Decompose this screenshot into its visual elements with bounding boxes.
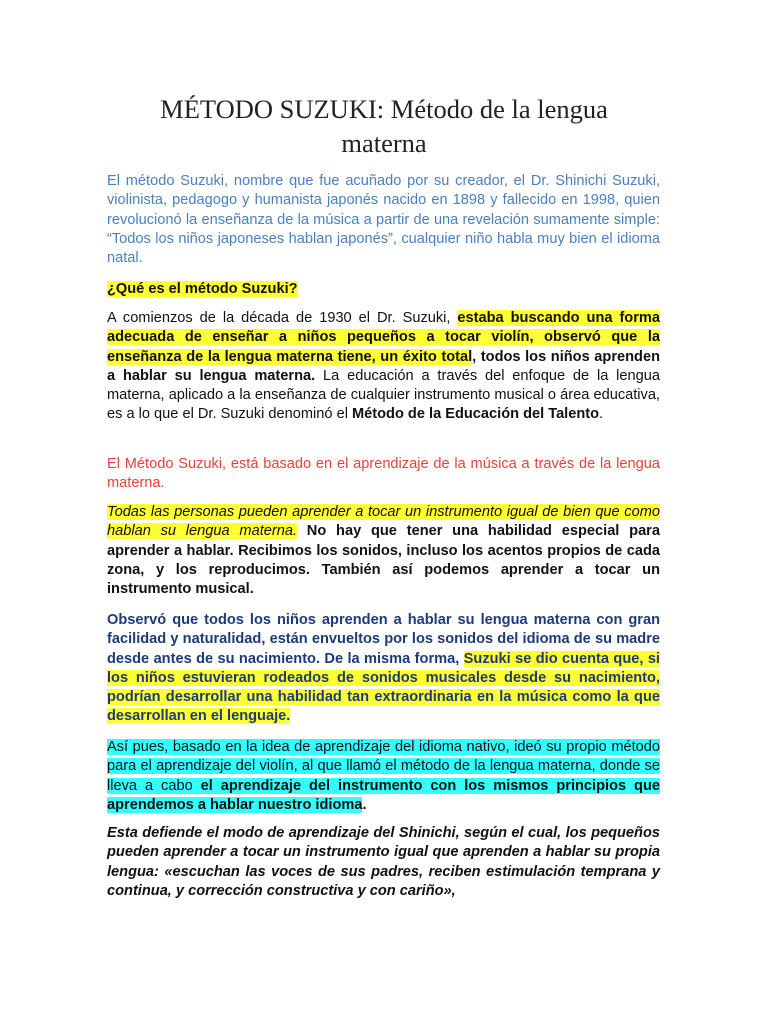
paragraph-3 — [107, 503, 660, 599]
p1-highlight: estaba buscando una forma adecuada de enseñar a niños pequeños a tocar violín, observó que la enseñanza de la lengua materna tiene, un éxito total — [107, 310, 660, 365]
p3-highlight: Todas las personas pueden aprender a tocar un instrumento igual de bien que como hablan su lengua materna. — [107, 504, 660, 540]
p4-text: Observó que todos los niños aprenden a hablar su lengua materna con gran facilidad y naturalidad, están envueltos por los sonidos del idioma de su madre desde antes de su nacimiento. De la misma forma, — [107, 612, 660, 667]
question-heading: ¿Qué es el método Suzuki? — [107, 281, 298, 297]
intro-block — [107, 172, 660, 268]
paragraph-4 — [107, 611, 660, 727]
p1-bold: , todos los niños aprenden a hablar su lengua materna. — [107, 348, 660, 384]
p1-bold-talent: Método de la Educación del Talento — [352, 406, 600, 423]
p5-text: Así pues, basado en la idea de aprendizaje del idioma nativo, ideó su propio método para el aprendizaje del violín, al que llamó el método de la lengua materna, donde se lleva a cabo — [107, 739, 660, 794]
paragraph-2 — [107, 455, 660, 494]
p1-end: . — [599, 406, 604, 423]
intro-paragraph: El método Suzuki, nombre que fue acuñado por su creador, el Dr. Shinichi Suzuki, violinista, pedagogo y humanista japonés nacido en 1898 y fallecido en 1998, quien revolucionó la enseñanza de la música a partir de una revelación sumamente simple: “Todos los niños japoneses hablan japonés”, cualquier niño habla muy bien el idioma natal. — [107, 173, 660, 267]
p4-highlight: Suzuki se dio cuenta que, si los niños estuvieran rodeados de sonidos musicales desde su nacimiento, podrían desarrollar una habilidad tan extraordinaria en la música como la que desarrollan en el lenguaje. — [107, 650, 660, 725]
p1-text-a: A comienzos de la década de 1930 el Dr. Suzuki, — [107, 310, 458, 326]
paragraph-1 — [107, 309, 660, 425]
p6-text: Esta defiende el modo de aprendizaje del Shinichi, según el cual, los pequeños pueden aprender a tocar un instrumento igual que aprenden a hablar su propia lengua: «escuchan las voces de sus padres, reciben estimulación temprana y continua, y corrección constructiva y con cariño», — [107, 825, 660, 899]
title-line-1: MÉTODO SUZUKI: Método de la lengua — [160, 94, 608, 124]
question-block — [107, 280, 660, 299]
title-line-2: materna — [341, 128, 427, 158]
document-title — [100, 92, 668, 160]
p5-end: . — [362, 796, 367, 813]
p1-text-d: La educación a través del enfoque de la lengua materna, aplicado a la enseñanza de cualquier instrumento musical o área educativa, es a lo que el Dr. Suzuki denominó el — [107, 367, 660, 423]
p3-bold: No hay que tener una habilidad especial para aprender a hablar. Recibimos los sonidos, incluso los acentos propios de cada zona, y los reproducimos. También así podemos aprender a tocar un instrumento musical. — [107, 523, 660, 598]
p5-bold: el aprendizaje del instrumento con los mismos principios que aprendemos a hablar nuestro idioma — [107, 777, 660, 813]
p2-text: El Método Suzuki, está basado en el aprendizaje de la música a través de la lengua materna. — [107, 456, 660, 492]
paragraph-6 — [107, 824, 660, 901]
paragraph-5 — [107, 738, 660, 815]
